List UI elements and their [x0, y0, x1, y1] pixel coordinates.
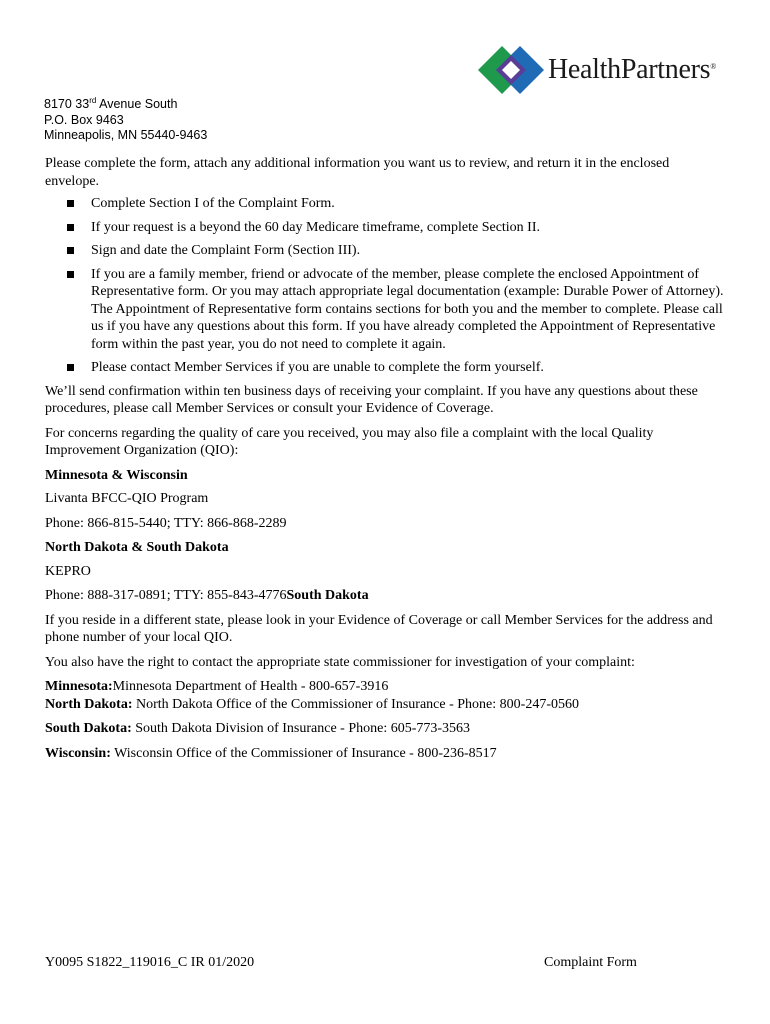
list-item: Please contact Member Services if you are unable to complete the form yourself.: [45, 359, 725, 377]
commissioner-intro: You also have the right to contact the appropriate state commissioner for investigation of your complaint:: [45, 654, 635, 670]
list-item: If you are a family member, friend or advocate of the member, please complete the enclosed Appointment of Representative form. Or you may attach appropriate legal documentation (example: Durable Power of Attorney). The Appointment of Representative form contains sections for both you and the member to complete. Please call us if you have any questions about this form. If you have already completed the Appointment of Representative form within the past year, you do not need to complete it again.: [45, 266, 725, 354]
footer-form-title: Complaint Form: [544, 955, 637, 970]
square-bullet-icon: [67, 271, 74, 278]
qio-org-name: KEPRO: [45, 563, 91, 579]
list-item: Complete Section I of the Complaint Form.: [45, 195, 725, 213]
stray-heading-text: South Dakota: [286, 588, 369, 603]
instruction-list: [45, 195, 725, 377]
qio-org-name: Livanta BFCC-QIO Program: [45, 491, 209, 506]
qio-region-heading: North Dakota & South Dakota: [45, 540, 229, 555]
square-bullet-icon: [67, 224, 74, 231]
healthpartners-logo: [476, 44, 736, 100]
list-item: Sign and date the Complaint Form (Section III).: [45, 242, 725, 260]
confirmation-paragraph: We’ll send confirmation within ten business days of receiving your complaint. If you have any questions about these procedures, please call Member Services or consult your Evidence of Coverage.: [45, 383, 698, 416]
square-bullet-icon: [67, 247, 74, 254]
healthpartners-diamond-logo-icon: [476, 44, 546, 100]
intro-paragraph: Please complete the form, attach any additional information you want us to review, and return it in the enclosed envelope.: [45, 156, 670, 189]
letter-body: [45, 155, 725, 769]
address-line-3: Minneapolis, MN 55440-9463: [44, 128, 208, 143]
qio-region-heading: Minnesota & Wisconsin: [45, 467, 188, 483]
list-item: If your request is a beyond the 60 day Medicare timeframe, complete Section II.: [45, 219, 725, 237]
commissioner-wisconsin: Wisconsin: Wisconsin Office of the Commissioner of Insurance - 800-236-8517: [45, 745, 497, 761]
address-line-2: P.O. Box 9463: [44, 112, 124, 127]
square-bullet-icon: [67, 200, 74, 207]
square-bullet-icon: [67, 364, 74, 371]
commissioner-north-dakota: North Dakota: North Dakota Office of the Commissioner of Insurance - Phone: 800-247-0560: [45, 696, 579, 712]
qio-intro-paragraph: For concerns regarding the quality of care you received, you may also file a complaint with the local Quality Improvement Organization (QIO):: [45, 425, 654, 458]
commissioner-minnesota: Minnesota:Minnesota Department of Health - 800-657-3916: [45, 679, 389, 694]
logo-wordmark: HealthPartners®: [548, 54, 716, 85]
qio-phone: Phone: 888-317-0891; TTY: 855-843-4776South Dakota: [45, 588, 369, 603]
footer-form-code: Y0095 S1822_119016_C IR 01/2020: [45, 955, 255, 970]
return-address: [44, 93, 207, 144]
address-line-1: 8170 33rd Avenue South: [44, 96, 178, 112]
qio-phone: Phone: 866-815-5440; TTY: 866-868-2289: [45, 515, 287, 531]
commissioner-south-dakota: South Dakota: South Dakota Division of Insurance - Phone: 605-773-3563: [45, 721, 471, 736]
other-state-paragraph: If you reside in a different state, please look in your Evidence of Coverage or call Member Services for the address and phone number of your local QIO.: [45, 612, 713, 645]
